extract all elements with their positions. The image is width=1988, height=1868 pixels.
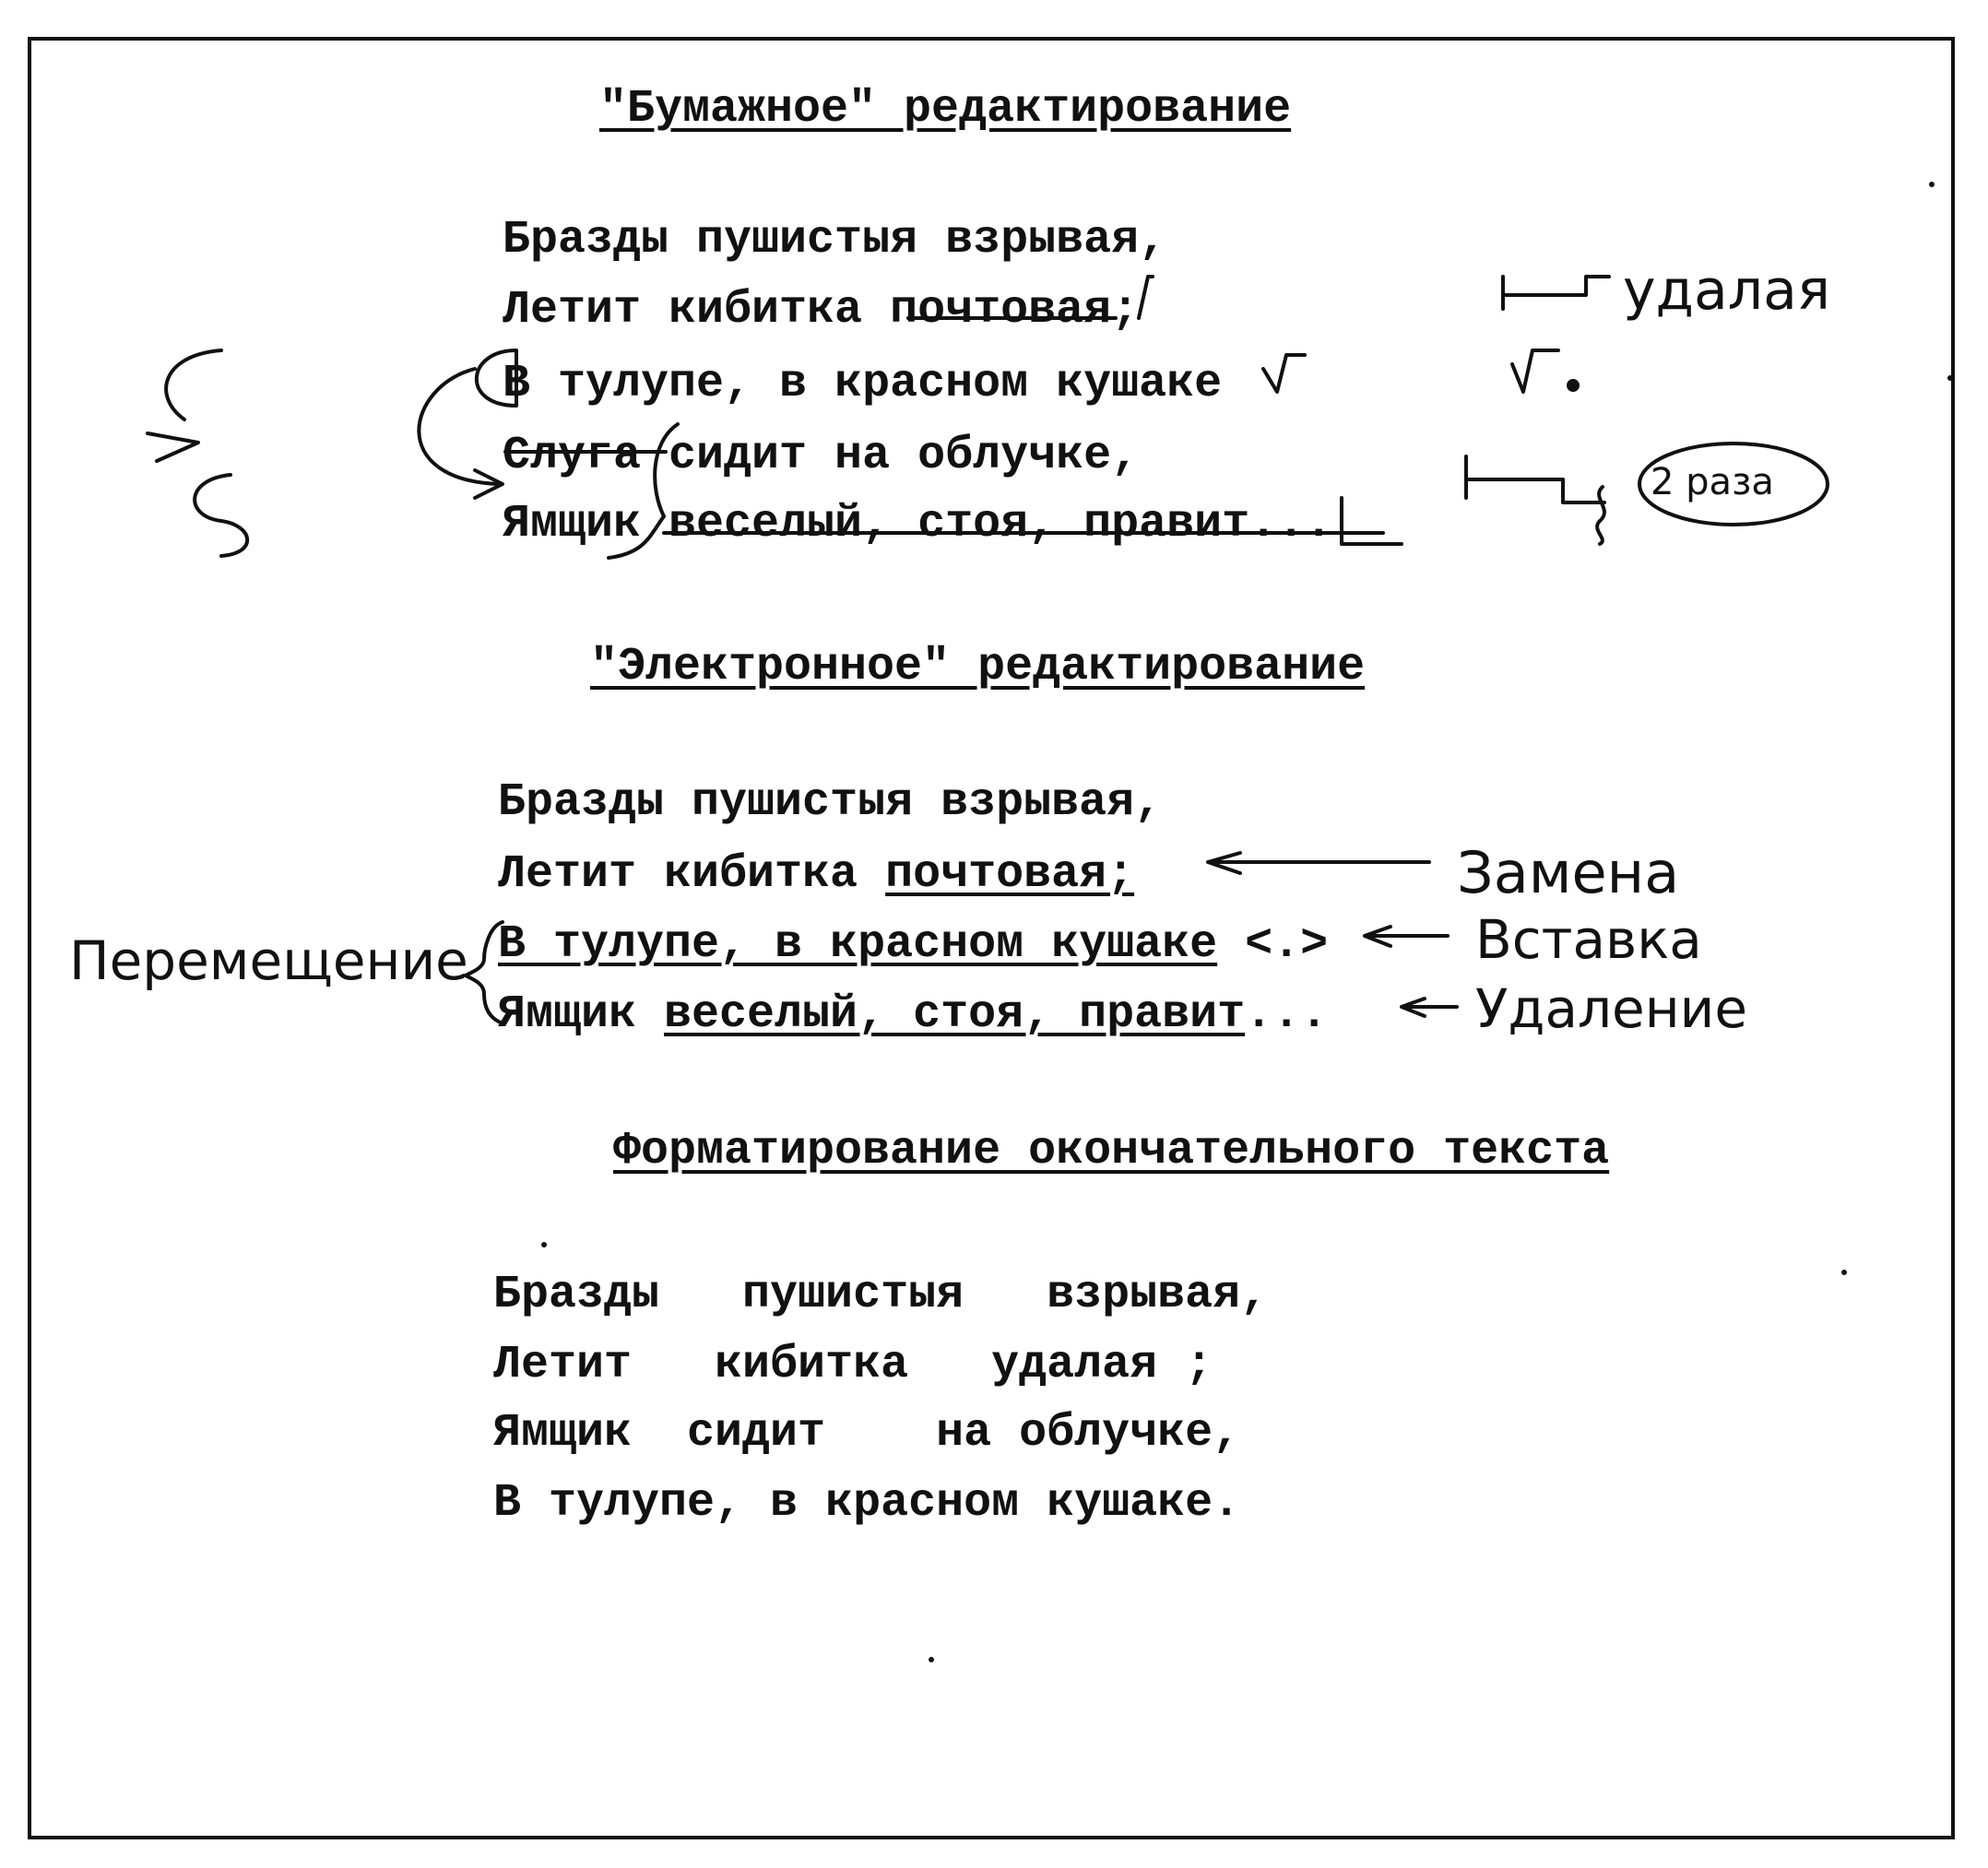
s2-line-2: Летит кибитка почтовая; — [498, 848, 1135, 901]
s3-line-3: Ямщик сидит на облучке, — [493, 1407, 1241, 1460]
s1-line-4: Слуга сидит на облучке, — [503, 430, 1140, 482]
s3-line-2: Летит кибитка удалая ; — [493, 1339, 1213, 1391]
label-replace: Замена — [1457, 839, 1680, 906]
section3-title: Форматирование окончательного текста — [613, 1125, 1610, 1177]
s1-line-3: В тулупе, в красном кушаке — [503, 358, 1223, 410]
s2-line-3: В тулупе, в красном кушаке <.> — [498, 918, 1329, 971]
note-udalaya: удалая — [1623, 258, 1830, 323]
section2-title: "Электронное" редактирование — [590, 641, 1366, 693]
s3-line-1: Бразды пушистыя взрывая, — [493, 1269, 1269, 1321]
s3-line-4: В тулупе, в красном кушаке. — [493, 1477, 1241, 1530]
section1-title: "Бумажное" редактирование — [599, 83, 1292, 136]
label-move: Перемещение — [69, 929, 468, 992]
label-delete: Удаление — [1475, 977, 1748, 1040]
note-2-raza: 2 раза — [1651, 461, 1774, 503]
s1-line-1: Бразды пушистыя взрывая, — [503, 214, 1167, 266]
s2-line-4: Ямщик веселый, стоя, правит... — [498, 988, 1329, 1041]
s2-line-1: Бразды пушистыя взрывая, — [498, 776, 1163, 829]
label-insert: Вставка — [1475, 908, 1702, 971]
s1-line-5: Ямщик веселый, стоя, правит... — [503, 498, 1333, 550]
s1-line-2: Летит кибитка почтовая; — [503, 284, 1140, 337]
